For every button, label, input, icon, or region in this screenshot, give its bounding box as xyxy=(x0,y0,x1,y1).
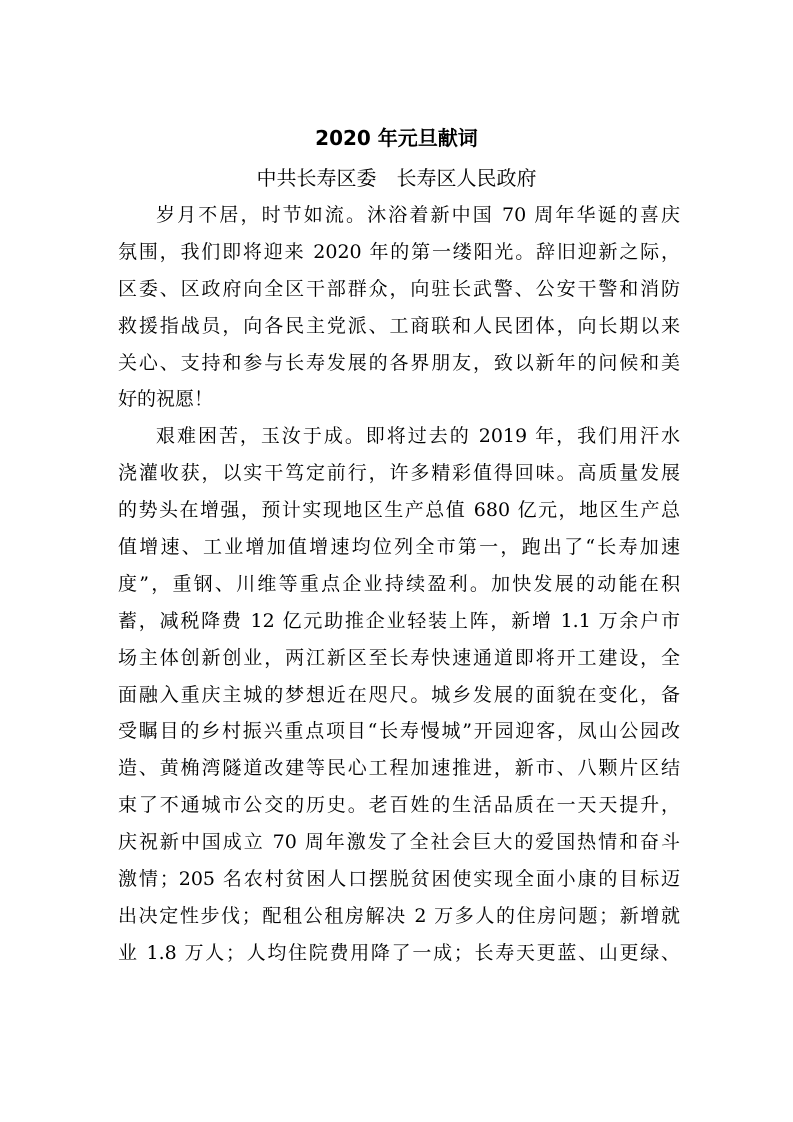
paragraph-2-line: 束了不通城市公交的历史。老百姓的生活品质在一天天提升， xyxy=(118,794,680,817)
document-title: 2020 年元旦献词 xyxy=(315,126,478,150)
paragraph-1-line: 区委、区政府向全区干部群众，向驻长武警、公安干警和消防 xyxy=(118,277,680,300)
paragraph-1-line: 岁月不居，时节如流。沐浴着新中国 70 周年华诞的喜庆 xyxy=(156,204,680,226)
paragraph-2-line: 面融入重庆主城的梦想近在咫尺。城乡发展的面貌在变化，备 xyxy=(118,683,680,706)
paragraph-2-line: 浇灌收获，以实干笃定前行，许多精彩值得回味。高质量发展 xyxy=(118,462,680,485)
paragraph-2-line: 度”，重钢、川维等重点企业持续盈利。加快发展的动能在积 xyxy=(118,572,680,595)
document-body xyxy=(118,197,680,972)
paragraph-2-line: 出决定性步伐；配租公租房解决 2 万多人的住房问题；新增就 xyxy=(118,904,680,927)
paragraph-2-line: 值增速、工业增加值增速均位列全市第一，跑出了“长寿加速 xyxy=(118,536,680,559)
paragraph-1-line: 救援指战员，向各民主党派、工商联和人民团体，向长期以来 xyxy=(118,314,680,337)
paragraph-2-line: 蓄，减税降费 12 亿元助推企业轻装上阵，新增 1.1 万余户市 xyxy=(118,609,680,632)
paragraph-2-line: 的势头在增强，预计实现地区生产总值 680 亿元，地区生产总 xyxy=(118,499,680,522)
paragraph-1-line: 关心、支持和参与长寿发展的各界朋友，致以新年的问候和美 xyxy=(118,351,680,374)
paragraph-2-line: 受瞩目的乡村振兴重点项目“长寿慢城”开园迎客，凤山公园改 xyxy=(118,720,680,743)
paragraph-2-line: 业 1.8 万人；人均住院费用降了一成；长寿天更蓝、山更绿、 xyxy=(118,941,680,964)
paragraph-1-line: 氛围，我们即将迎来 2020 年的第一缕阳光。辞旧迎新之际， xyxy=(118,240,680,263)
paragraph-2-line: 艰难困苦，玉汝于成。即将过去的 2019 年，我们用汗水 xyxy=(156,425,680,448)
paragraph-1-line: 好的祝愿！ xyxy=(118,388,214,411)
paragraph-2-line: 造、黄桷湾隧道改建等民心工程加速推进，新市、八颗片区结 xyxy=(118,757,680,780)
paragraph-2-line: 庆祝新中国成立 70 周年激发了全社会巨大的爱国热情和奋斗 xyxy=(118,831,680,854)
paragraph-2-line: 激情；205 名农村贫困人口摆脱贫困使实现全面小康的目标迈 xyxy=(118,868,680,891)
paragraph-2-line: 场主体创新创业，两江新区至长寿快速通道即将开工建设，全 xyxy=(118,646,680,669)
document-byline: 中共长寿区委 长寿区人民政府 xyxy=(256,166,537,190)
